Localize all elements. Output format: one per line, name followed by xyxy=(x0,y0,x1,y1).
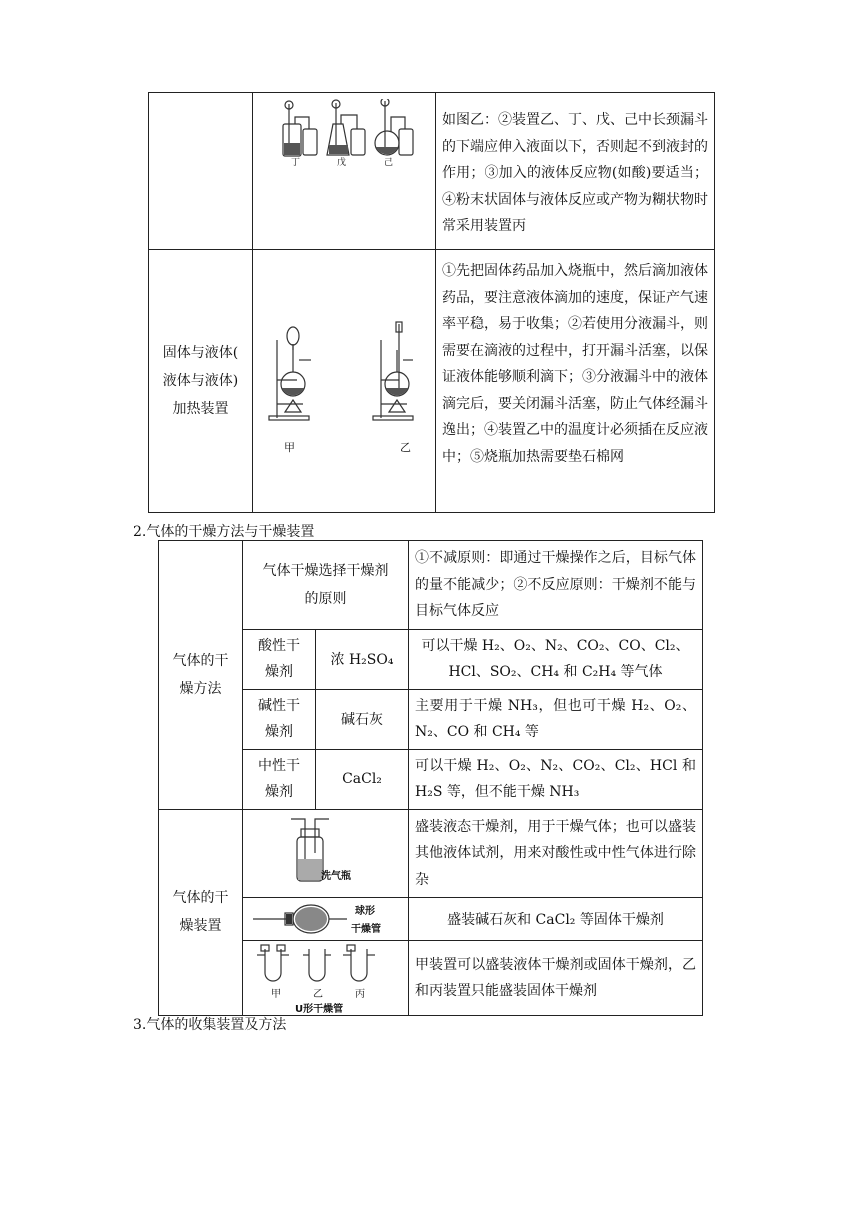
figure-label-ball-l1: 球形 xyxy=(355,906,375,917)
device-use-text: 盛装碱石灰和 CaCl₂ 等固体干燥剂 xyxy=(447,912,664,928)
ball-drying-tube-figure xyxy=(243,898,409,940)
section-2-heading: 2.气体的干燥方法与干燥装置 xyxy=(133,524,315,540)
agent-use-cell xyxy=(409,629,703,689)
agent-name-cell xyxy=(316,629,409,689)
figure-label-jia: 甲 xyxy=(271,989,281,1000)
row-label-cell xyxy=(149,93,253,250)
principle-label-cell xyxy=(243,541,409,630)
agent-type-line: 燥剂 xyxy=(265,784,293,800)
agent-name: 碱石灰 xyxy=(341,712,383,728)
figure-label-yi: 乙 xyxy=(313,989,323,1000)
description-cell xyxy=(436,250,715,513)
figure-caption-u-tube: U形干燥管 xyxy=(295,1004,344,1015)
device-use-text: 盛装液态干燥剂，用于干燥气体；也可以盛装其他液体试剂，用来对酸性或中性气体进行除杂 xyxy=(415,818,696,888)
figure-label-washing-bottle: 洗气瓶 xyxy=(321,870,351,882)
agent-type-cell xyxy=(243,629,316,689)
group-label-line: 燥方法 xyxy=(179,680,222,697)
table-row xyxy=(149,250,715,513)
row-label-cell xyxy=(149,250,253,513)
figure-label-ji: 己 xyxy=(384,158,394,168)
description-cell xyxy=(436,93,715,250)
description-text: 如图乙：②装置乙、丁、戊、己中长颈漏斗的下端应伸入液面以下，否则起不到液封的作用；③加入的液体反应物(如酸)要适当；④粉末状固体与液体反应或产物为糊状物时常采用装置丙 xyxy=(442,112,708,234)
principle-label-line: 气体干燥选择干燥剂 xyxy=(262,562,389,579)
device-use-cell xyxy=(409,941,703,1016)
agent-use-line: HCl、SO₂、CH₄ 和 C₂H₄ 等气体 xyxy=(448,664,663,680)
figure-label-yi: 乙 xyxy=(400,441,411,454)
table-row xyxy=(159,541,703,630)
row-label-line: 固体与液体( xyxy=(162,345,239,361)
figure-label-bing: 丙 xyxy=(355,989,365,1000)
section-3-heading: 3.气体的收集装置及方法 xyxy=(133,1017,287,1033)
principle-text: ①不减原则：即通过干燥操作之后，目标气体的量不能减少；②不反应原则：干燥剂不能与目标气体反应 xyxy=(415,550,696,619)
agent-name: CaCl₂ xyxy=(342,771,382,787)
group-label-line: 气体的干 xyxy=(172,652,229,669)
agent-type-line: 酸性干 xyxy=(258,638,300,654)
agent-use-cell xyxy=(409,749,703,809)
agent-use-text: 主要用于干燥 NH₃，但也可干燥 H₂、O₂、N₂、CO 和 CH₄ 等 xyxy=(415,697,696,740)
agent-use-cell xyxy=(409,689,703,749)
figure-label-ball-l2: 干燥管 xyxy=(351,924,381,935)
reaction-apparatus-table xyxy=(148,92,715,513)
device-use-cell xyxy=(409,898,703,941)
figure-label-wu: 戊 xyxy=(337,158,347,168)
agent-type-cell xyxy=(243,689,316,749)
table-row xyxy=(159,809,703,898)
agent-type-line: 中性干 xyxy=(258,758,300,774)
agent-type-line: 燥剂 xyxy=(265,664,293,680)
principle-label-line: 的原则 xyxy=(304,590,347,607)
agent-name-cell xyxy=(316,749,409,809)
row-label-line: 加热装置 xyxy=(172,401,229,417)
group-label-line: 气体的干 xyxy=(172,890,229,907)
agent-use-text: 可以干燥 H₂、O₂、N₂、CO₂、Cl₂、HCl 和 H₂S 等，但不能干燥 NH₃ xyxy=(415,757,696,800)
agent-name: 浓 H₂SO₄ xyxy=(330,652,394,668)
row-label-line: 液体与液体) xyxy=(162,373,239,389)
device-use-cell xyxy=(409,809,703,898)
figure-cell xyxy=(243,941,409,1016)
figure-label-jia: 甲 xyxy=(284,441,295,454)
gas-drying-table xyxy=(158,540,703,1016)
u-drying-tube-figure xyxy=(243,941,409,991)
agent-type-line: 燥剂 xyxy=(265,724,293,740)
group-label-line: 燥装置 xyxy=(179,918,222,935)
figure-cell xyxy=(243,898,409,941)
figure-cell xyxy=(253,250,436,513)
table-row xyxy=(149,93,715,250)
agent-use-line: 可以干燥 H₂、O₂、N₂、CO₂、CO、Cl₂、 xyxy=(421,638,690,654)
figure-cell xyxy=(253,93,436,250)
agent-type-line: 碱性干 xyxy=(258,698,300,714)
agent-name-cell xyxy=(316,689,409,749)
principle-text-cell xyxy=(409,541,703,630)
device-group-cell xyxy=(159,809,243,1016)
method-group-cell xyxy=(159,541,243,810)
agent-type-cell xyxy=(243,749,316,809)
figure-cell xyxy=(243,809,409,898)
device-use-text: 甲装置可以盛装液体干燥剂或固体干燥剂，乙和丙装置只能盛装固体干燥剂 xyxy=(415,956,696,999)
figure-label-ding: 丁 xyxy=(291,158,301,168)
description-text: ①先把固体药品加入烧瓶中，然后滴加液体药品，要注意液体滴加的速度，保证产气速率平稳，易于收集；②若使用分液漏斗，则需要在滴液的过程中，打开漏斗活塞，以保证液体能够顺利滴下；③分液漏斗中的液体滴完后，要关闭漏斗活塞，防止气体经漏斗逸出；④装置乙中的温度计必须插在反应液中；⑤烧瓶加热需要垫石棉网 xyxy=(442,263,708,465)
